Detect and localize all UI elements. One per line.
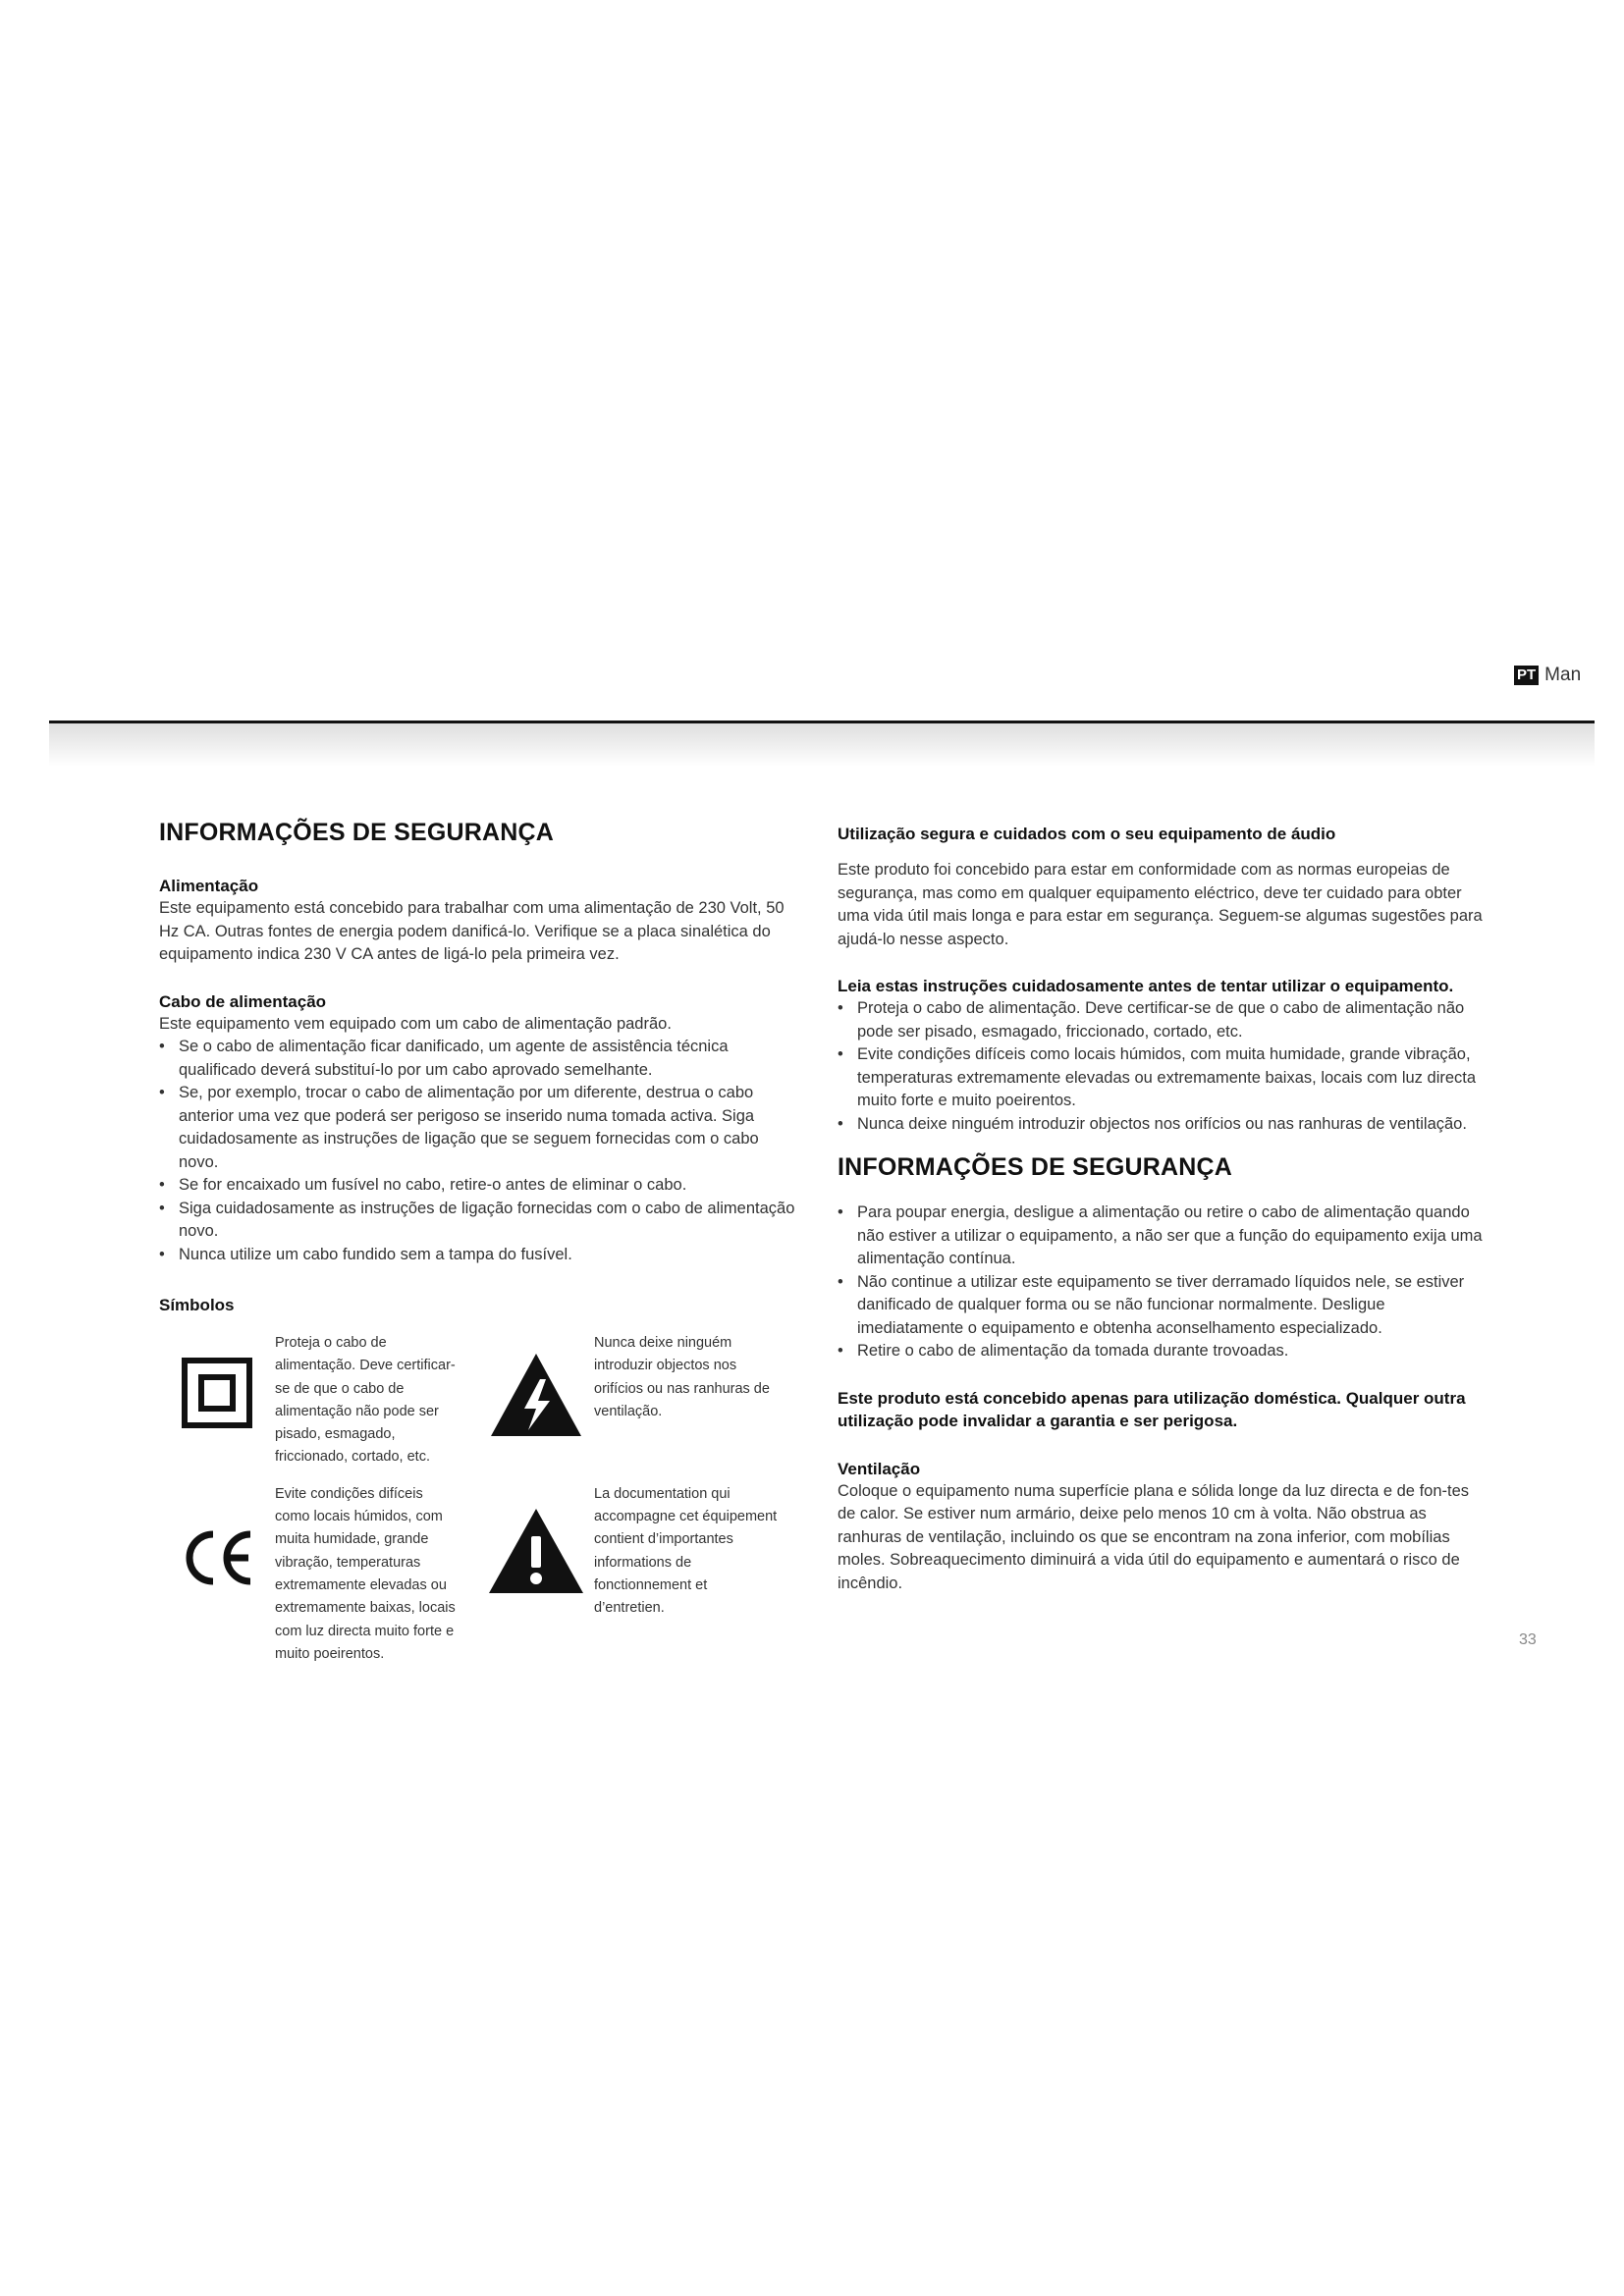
header-title: Man [1544,665,1582,685]
cable-heading: Cabo de alimentação [159,991,327,1011]
list-item: • Nunca utilize um cabo fundido sem a tampa do fusível. [159,1244,797,1267]
left-column [159,819,797,1666]
symbol-text: Nunca deixe ninguém introduzir objectos nos orifícios ou nas ranhuras de ventilação. [594,1335,770,1419]
list-item: • Se o cabo de alimentação ficar danificado, um agente de assistência técnica qualificado deverá substituí-lo por um cabo aprovado semelhante. [159,1036,797,1082]
read-instructions-section [838,975,1490,1136]
read-instructions-heading: Leia estas instruções cuidadosamente antes de tentar utilizar o equipamento. [838,977,1454,995]
ventilation-heading: Ventilação [838,1459,921,1478]
list-item: • Não continue a utilizar este equipamento se tiver derramado líquidos nele, se estiver danificado de qualquer forma ou se não funcionar normalmente. Desligue imediatamente o equipamento e obtenha aconselhamento especializado. [838,1271,1490,1341]
power-heading: Alimentação [159,877,259,895]
language-badge: PT [1514,666,1539,685]
page-header [1514,666,1581,685]
lightning-warning-icon [489,1352,583,1438]
safety-bullets [838,1201,1490,1363]
list-item: • Se for encaixado um fusível no cabo, retire-o antes de eliminar o cabo. [159,1174,797,1198]
power-section [159,875,797,967]
ventilation-section [838,1458,1490,1596]
power-body: Este equipamento está concebido para trabalhar com uma alimentação de 230 Volt, 50 Hz CA. Outras fontes de energia podem danificá-lo. Verifique se a placa sinalética do equipamento indica 230 V CA antes de ligá-lo pela primeira vez. [159,899,785,963]
symbol-item [159,1332,478,1469]
list-item: • Para poupar energia, desligue a alimentação ou retire o cabo de alimentação quando não estiver a utilizar o equipamento, a não ser que a função do equipamento exija uma alimentação contínua. [838,1201,1490,1271]
symbol-item [159,1483,478,1666]
safe-use-heading: Utilização segura e cuidados com o seu equipamento de áudio [838,825,1336,843]
section-title-safety: INFORMAÇÕES DE SEGURANÇA [159,819,555,846]
right-column [838,823,1490,1595]
symbols-grid [159,1332,797,1666]
safety-section-2 [838,1153,1490,1363]
list-item: • Se, por exemplo, trocar o cabo de alimentação por um diferente, destrua o cabo anterior uma vez que poderá ser perigoso se inserido numa tomada activa. Siga cuidadosamente as instruções de ligação que se seguem fornecidas com o cabo novo. [159,1082,797,1174]
symbol-item [478,1483,797,1666]
safe-use-section [838,823,1490,951]
safe-use-body: Este produto foi concebido para estar em conformidade com as normas europeias de segurança, mas como em qualquer equipamento eléctrico, deve ter cuidado para obter uma vida útil mais longa e para estar em segurança. Seguem-se algumas sugestões para ajudá-lo nesse aspecto. [838,861,1483,948]
section-title-safety-2: INFORMAÇÕES DE SEGURANÇA [838,1153,1233,1181]
list-item: • Retire o cabo de alimentação da tomada durante trovoadas. [838,1340,1490,1363]
list-item: • Proteja o cabo de alimentação. Deve certificar-se de que o cabo de alimentação não pode ser pisado, esmagado, friccionado, cortado, etc. [838,997,1490,1043]
list-item: • Siga cuidadosamente as instruções de ligação fornecidas com o cabo de alimentação novo. [159,1198,797,1244]
symbols-heading: Símbolos [159,1296,235,1314]
symbol-text: Proteja o cabo de alimentação. Deve certificar-se de que o cabo de alimentação não pode ser pisado, esmagado, friccionado, cortado, etc. [275,1335,456,1466]
symbol-text: La documentation qui accompagne cet équipement contient d’importantes informations de fonctionnement et d’entretien. [594,1485,778,1617]
ce-mark-icon [180,1528,254,1587]
exclamation-warning-icon [487,1507,585,1595]
domestic-use-text: Este produto está concebido apenas para utilização doméstica. Qualquer outra utilização pode invalidar a garantia e ser perigosa. [838,1388,1466,1430]
domestic-use-section [838,1387,1490,1432]
symbol-text: Evite condições difíceis como locais húmidos, com muita humidade, grande vibração, temperaturas extremamente elevadas ou extremamente baixas, locais com luz directa muito forte e muito poeirentos. [275,1485,456,1662]
header-rule-shadow [49,723,1595,767]
cable-bullets [159,1036,797,1266]
double-insulation-icon [182,1358,252,1428]
symbols-section [159,1294,797,1666]
read-instructions-bullets [838,997,1490,1136]
page-number: 33 [1519,1631,1537,1648]
list-item: • Evite condições difíceis como locais húmidos, com muita humidade, grande vibração, temperaturas extremamente elevadas ou extremamente baixas, locais com luz directa muito forte e muito poeirentos. [838,1043,1490,1113]
symbol-item [478,1332,797,1469]
cable-section [159,990,797,1267]
list-item: • Nunca deixe ninguém introduzir objectos nos orifícios ou nas ranhuras de ventilação. [838,1113,1490,1137]
cable-intro: Este equipamento vem equipado com um cabo de alimentação padrão. [159,1014,672,1033]
ventilation-body: Coloque o equipamento numa superfície plana e sólida longe da luz directa e de fon-tes de calor. Se estiver num armário, deixe pelo menos 10 cm à volta. Não obstrua as ranhuras de ventilação, incluindo os que se encontram na zona inferior, com mobílias moles. Sobreaquecimento diminuirá a vida útil do equipamento e aumentará o risco de incêndio. [838,1481,1470,1592]
